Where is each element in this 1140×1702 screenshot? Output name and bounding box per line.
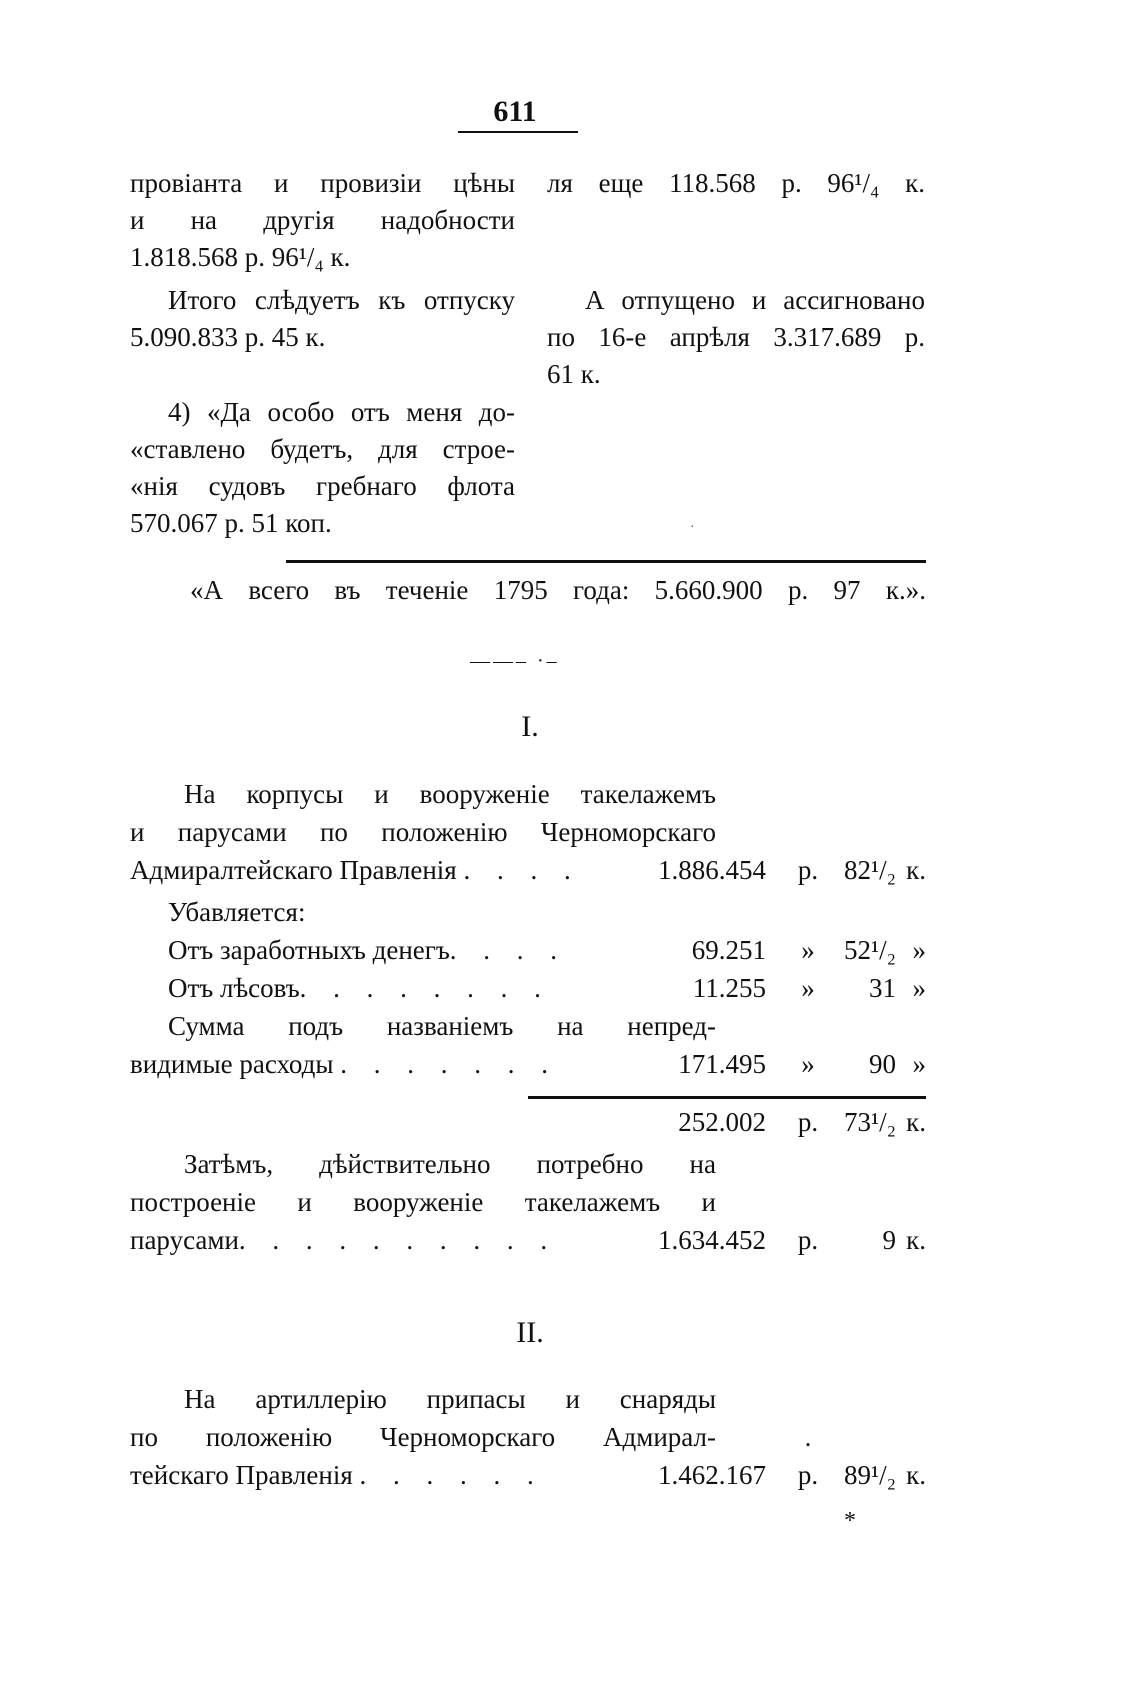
deduction-row <box>130 1045 926 1083</box>
s1-main-label: Адмиралтейскаго Правленія <box>130 855 457 885</box>
deduction-currency: » <box>801 935 815 965</box>
s1-deduct-heading: Убавляется: <box>168 897 306 927</box>
ledger-row-main <box>130 851 926 889</box>
deduction-unit: » <box>912 935 926 965</box>
right-p2-line3: 61 к. <box>547 359 601 389</box>
right-p1-line1: ля еще 118.568 р. 96¹/₄ к. <box>547 168 925 198</box>
s1-subtotal-unit: к. <box>906 1107 926 1137</box>
leader-dots: . . . . <box>449 935 568 965</box>
deduction-label: Отъ лѣсовъ <box>168 973 300 1003</box>
net-total-row <box>130 1221 926 1259</box>
s1-subtotal-kopecks: 73¹/₂ <box>843 1107 896 1137</box>
s1-net-line1: Затѣмъ, дѣйствительно потребно на <box>184 1149 716 1179</box>
s1-net-line2: построеніе и вооруженіе такелажемъ и <box>130 1187 716 1217</box>
deduction-row <box>130 931 926 969</box>
asterisk-mark: * <box>844 1508 856 1534</box>
s2-main-kopecks: 89¹/₂ <box>843 1460 896 1490</box>
s1-net-amount: 1.634.452 <box>658 1225 766 1255</box>
ledger-line <box>130 1183 926 1221</box>
s1-main-kopeck-unit: к. <box>906 855 926 885</box>
left-p3-line1: 4) «Да особо отъ меня до- <box>168 397 515 427</box>
deduction-amount: 11.255 <box>692 973 766 1003</box>
s1-net-label: парусами <box>130 1225 239 1255</box>
s1-main-currency: р. <box>797 855 819 885</box>
column-end-rule <box>286 560 926 563</box>
left-p2-line1: Итого слѣдуетъ къ отпуску <box>168 285 515 315</box>
s1-intro-line2: и парусами по положенію Черноморскаго <box>130 817 716 847</box>
leader-dots: . . . . . . <box>359 1460 544 1490</box>
deduction-unit: » <box>912 973 926 1003</box>
left-p1-line3: 1.818.568 р. 96¹/₄ к. <box>130 242 351 272</box>
deduction-label: Отъ заработныхъ денегъ <box>168 935 450 965</box>
ledger-line <box>130 1380 926 1418</box>
left-p3-line4: 570.067 р. 51 коп. <box>130 508 332 538</box>
s1-subtotal-amount: 252.002 <box>678 1107 766 1137</box>
s1-net-kopecks: 9 <box>882 1225 896 1255</box>
left-p3-line2: «ставлено будетъ, для строе- <box>130 434 515 464</box>
leader-dots: . . . . . . . <box>340 1049 559 1079</box>
s2-intro-line2: по положенію Черноморскаго Адмирал- <box>130 1422 716 1452</box>
s2-intro-line1: На артиллерію припасы и снаряды <box>184 1384 716 1414</box>
ledger-line <box>130 1418 926 1456</box>
yearly-total: «А всего въ теченіе 1795 года: 5.660.900 р. 97 к.». <box>190 575 926 605</box>
left-column <box>130 165 515 542</box>
s1-unforeseen-kopecks: 90 <box>869 1049 896 1079</box>
left-p1-line1: провіанта и провизіи цѣны <box>130 168 515 198</box>
s1-unforeseen-unit: » <box>912 1049 926 1079</box>
leader-dots: . . . . . . . . <box>299 973 551 1003</box>
s1-unforeseen-line1: Сумма подъ названіемъ на непред- <box>168 1011 716 1041</box>
leader-dots: . . . . . . . . . . <box>238 1225 558 1255</box>
section-1-ledger <box>130 775 926 1259</box>
right-p2-line1: А отпущено и ассигновано <box>585 285 925 315</box>
s2-main-amount: 1.462.167 <box>658 1460 766 1490</box>
s2-main-currency: р. <box>797 1460 819 1490</box>
section-2-heading: II. <box>516 1316 544 1349</box>
ledger-line <box>130 1145 926 1183</box>
ledger-line <box>130 813 926 851</box>
s1-subtotal-currency: р. <box>797 1107 819 1137</box>
s2-main-label: тейскаго Правленія <box>130 1460 353 1490</box>
ledger-row-main <box>130 1456 926 1494</box>
leader-dots: . . . . <box>463 855 581 885</box>
section-separator: ——– ·– <box>470 650 560 672</box>
right-column <box>547 165 925 393</box>
s1-unforeseen-label: видимые расходы <box>130 1049 334 1079</box>
section-1-heading: I. <box>521 710 539 743</box>
subtotal-rule <box>528 1096 926 1099</box>
ledger-line <box>130 893 926 931</box>
s1-unforeseen-currency: » <box>801 1049 815 1079</box>
deduction-kopecks: 52¹/₂ <box>843 935 896 965</box>
left-p2-line2: 5.090.833 р. 45 к. <box>130 322 326 352</box>
s2-main-kopeck-unit: к. <box>906 1460 926 1490</box>
s1-unforeseen-amount: 171.495 <box>678 1049 766 1079</box>
deduction-row <box>130 969 926 1007</box>
right-p2-line2: по 16-е апрѣля 3.317.689 р. <box>547 322 925 352</box>
deduction-kopecks: 31 <box>869 973 896 1003</box>
s1-net-unit: к. <box>906 1225 926 1255</box>
ledger-line <box>130 775 926 813</box>
speck-mark: · <box>690 520 695 535</box>
ledger-line <box>130 1007 926 1045</box>
s1-main-amount: 1.886.454 <box>658 855 766 885</box>
deduction-currency: » <box>801 973 815 1003</box>
page-number: 611 <box>493 95 537 128</box>
left-p3-line3: «нія судовъ гребнаго флота <box>130 471 515 501</box>
left-p1-line2: и на другія надобности <box>130 205 515 235</box>
s1-intro-line1: На корпусы и вооруженіе такелажемъ <box>184 779 716 809</box>
page-number-rule <box>458 131 578 133</box>
s1-main-kopecks: 82¹/₂ <box>843 855 896 885</box>
s1-net-currency: р. <box>797 1225 819 1255</box>
dot-mark: . <box>804 1422 812 1452</box>
section-2-ledger <box>130 1380 926 1494</box>
subtotal-row <box>130 1103 926 1141</box>
deduction-amount: 69.251 <box>691 935 766 965</box>
